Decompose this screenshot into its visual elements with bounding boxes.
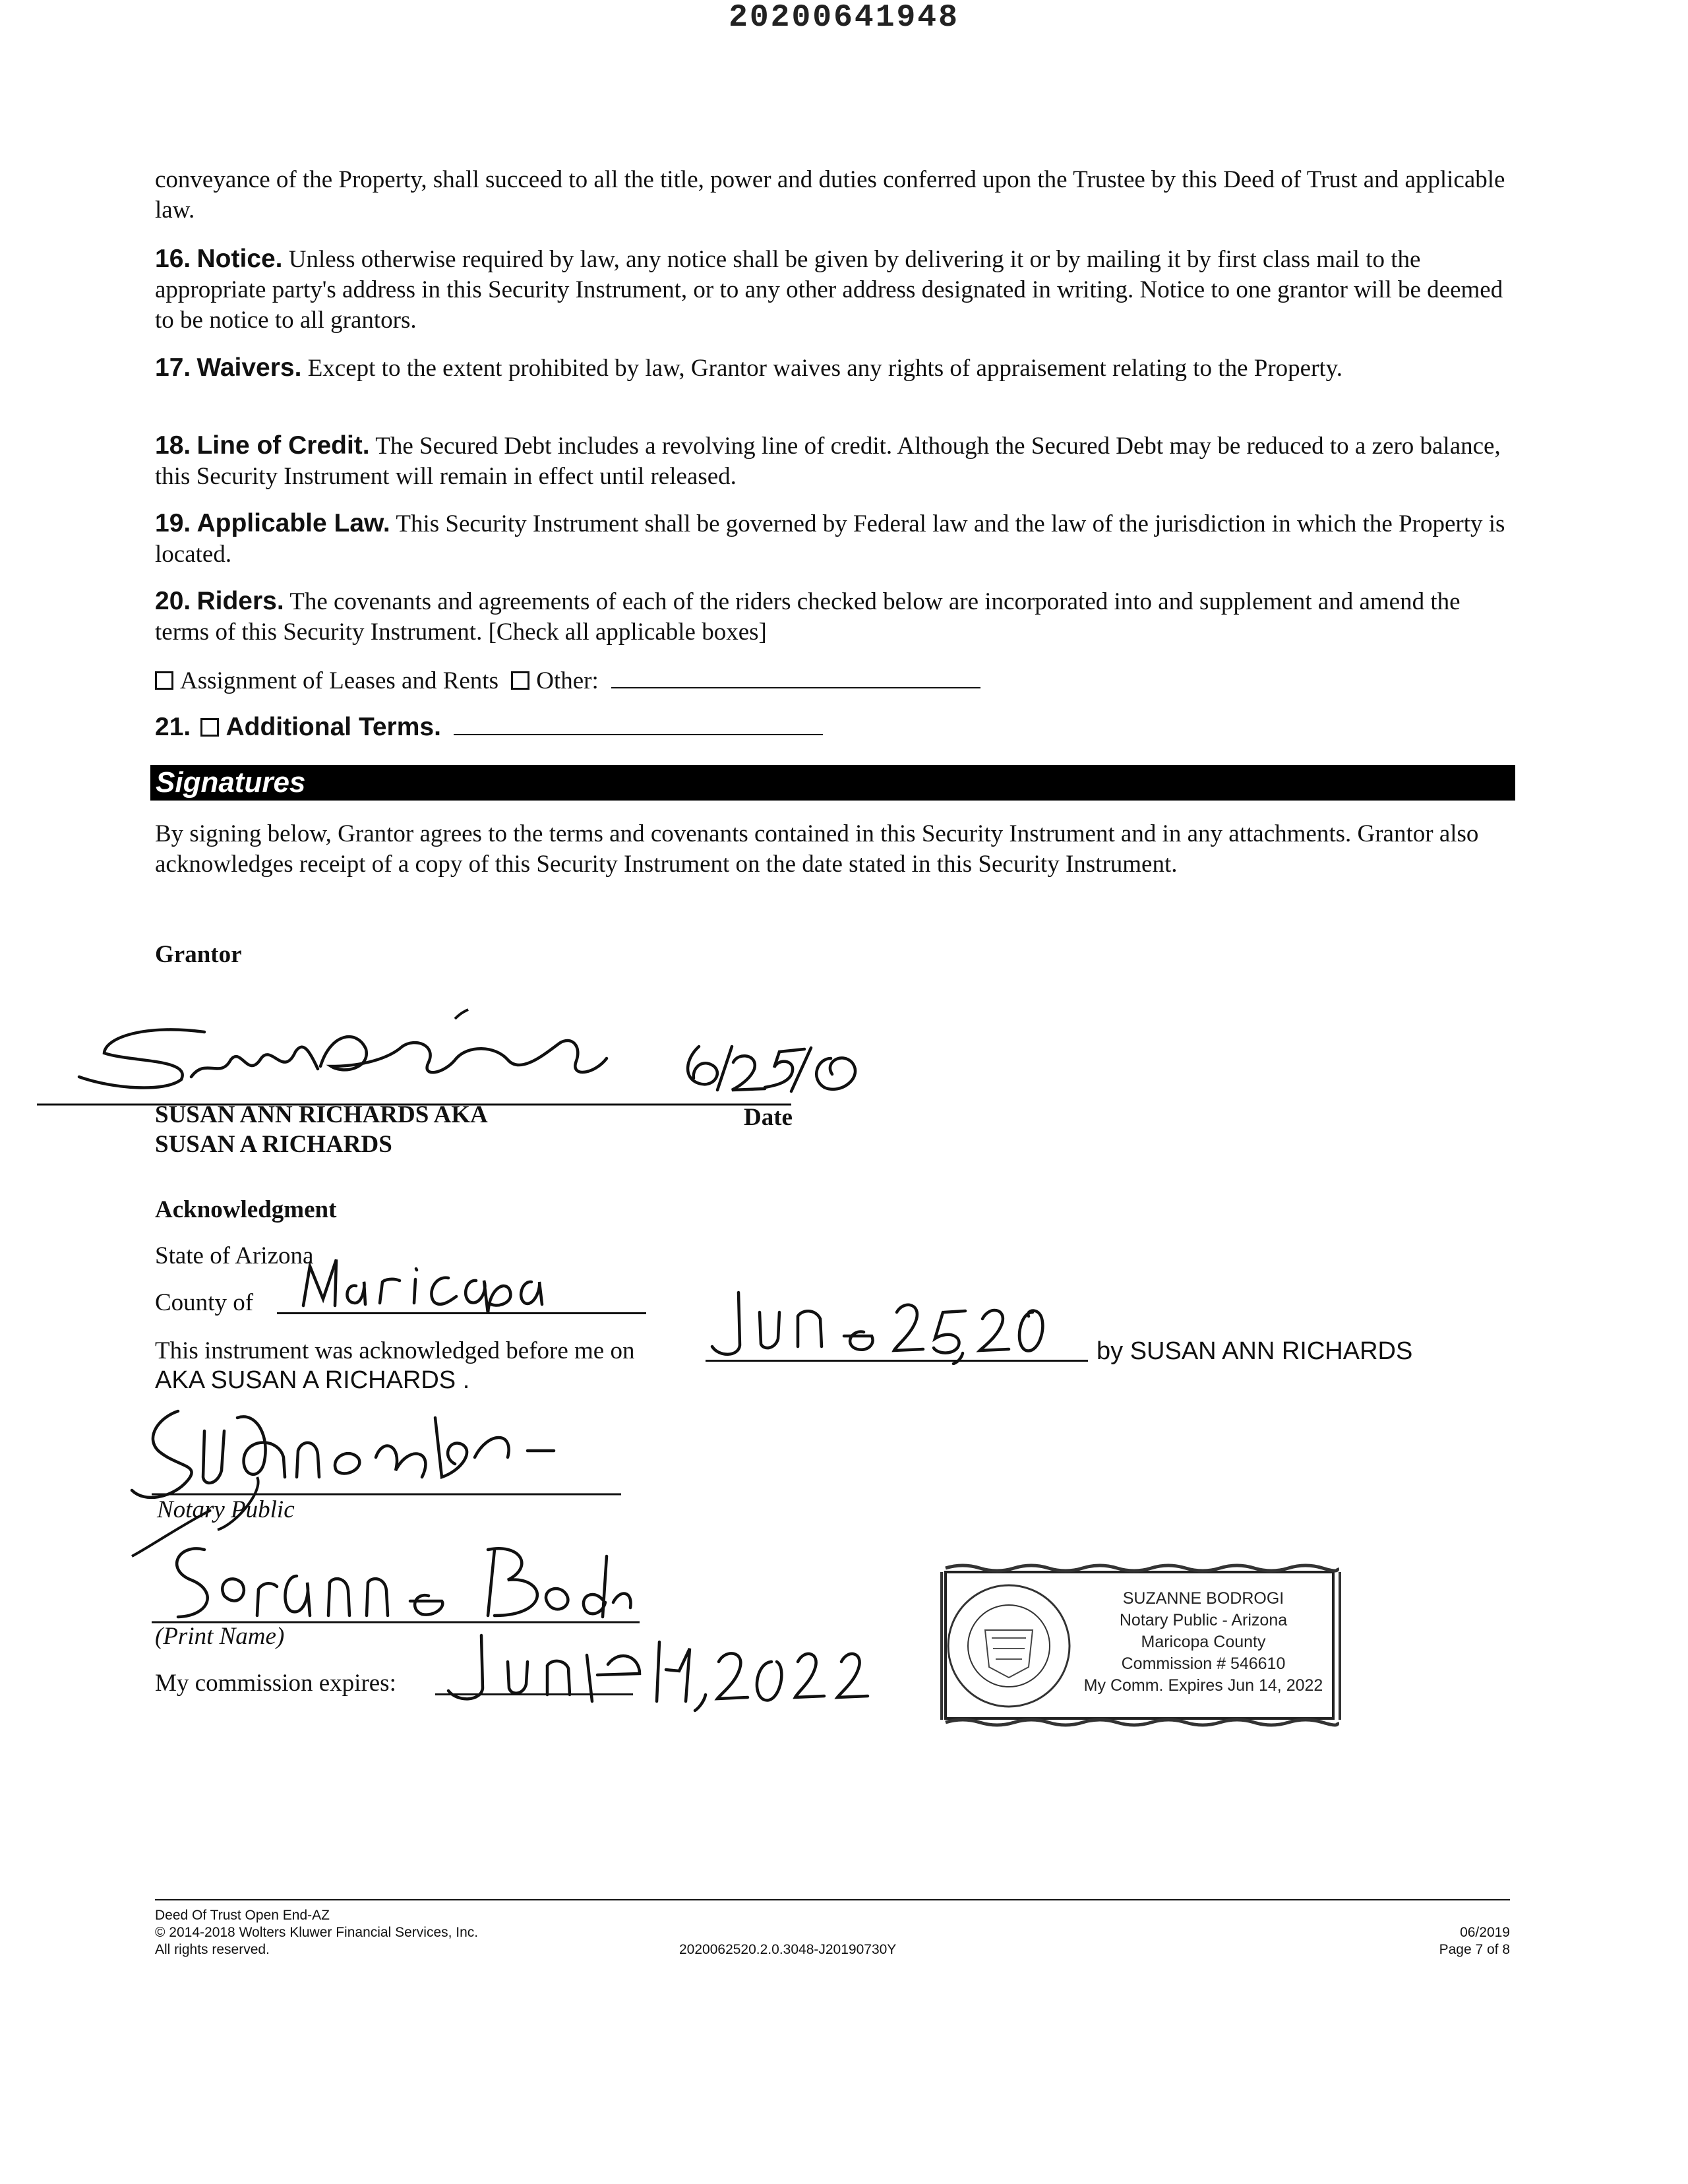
record-number: 20200641948	[729, 0, 959, 36]
state-label: State of Arizona	[155, 1242, 314, 1269]
stamp-line5: My Comm. Expires Jun 14, 2022	[1083, 1676, 1323, 1695]
signer-name-line2: SUSAN A RICHARDS	[155, 1131, 392, 1158]
footer-version: 06/2019	[1460, 1925, 1510, 1940]
signatures-heading-bar	[150, 765, 1515, 801]
section-17	[155, 353, 1513, 384]
stamp-line4: Commission # 546610	[1121, 1654, 1286, 1673]
ack-line2: AKA SUSAN A RICHARDS .	[155, 1366, 470, 1394]
print-name-handwriting-image	[152, 1530, 653, 1629]
section-20	[155, 586, 1513, 648]
section-number: 17.	[155, 353, 191, 382]
commission-label: My commission expires:	[155, 1670, 396, 1697]
other-blank-line[interactable]	[611, 667, 980, 688]
section-18	[155, 431, 1513, 492]
stamp-line2: Notary Public - Arizona	[1119, 1611, 1288, 1629]
section-number: 21.	[155, 713, 191, 741]
checkbox-assignment-of-leases[interactable]	[155, 671, 173, 690]
section-title: Line of Credit.	[196, 431, 370, 460]
section-number: 16.	[155, 245, 191, 273]
footer-left	[155, 1907, 478, 1958]
section-text: Unless otherwise required by law, any notice shall be given by delivering it or by mailing it by first class mail to the appropriate party's address in this Security Instrument, or to any other address designated in writing. Notice to one grantor will be deemed to be notice to all grantors.	[155, 246, 1503, 334]
section-19	[155, 508, 1513, 570]
stamp-line1: SUZANNE BODROGI	[1122, 1589, 1284, 1608]
intro-paragraph: conveyance of the Property, shall succeed to all the title, power and duties conferred upon the Trustee by this Deed of Trust and applicable law.	[155, 166, 1505, 224]
checkbox-other[interactable]	[511, 671, 529, 690]
signatures-paragraph: By signing below, Grantor agrees to the terms and covenants contained in this Security Instrument and in any attachments. Grantor also acknowledges receipt of a copy of this Security Instrument on the date stated in this Security Instrument.	[155, 820, 1479, 878]
section-text: This Security Instrument shall be governed by Federal law and the law of the jurisdiction in which the Property is located.	[155, 510, 1505, 568]
section-16	[155, 244, 1513, 336]
signatures-heading: Signatures	[156, 766, 306, 799]
footer-rights: All rights reserved.	[155, 1942, 270, 1957]
stamp-line3: Maricopa County	[1141, 1633, 1266, 1651]
footer-form-name: Deed Of Trust Open End-AZ	[155, 1908, 330, 1923]
section-title: Notice.	[196, 245, 283, 273]
section-number: 20.	[155, 587, 191, 615]
section-text: The covenants and agreements of each of the riders checked below are incorporated into and supplement and amend the terms of this Security Instrument. [Check all applicable boxes]	[155, 588, 1461, 646]
print-name-label: (Print Name)	[155, 1623, 285, 1650]
footer-page: Page 7 of 8	[1439, 1942, 1510, 1957]
section-title: Waivers.	[196, 353, 302, 382]
notary-public-label: Notary Public	[157, 1496, 295, 1523]
checkbox-additional-terms[interactable]	[200, 718, 219, 737]
rider-options	[155, 666, 1513, 696]
county-handwriting-image	[284, 1240, 560, 1316]
additional-terms-blank-line[interactable]	[454, 714, 823, 735]
grantor-label: Grantor	[155, 941, 242, 968]
footer-rule	[155, 1899, 1510, 1900]
rider-option-other: Other:	[536, 667, 599, 694]
section-text: The Secured Debt includes a revolving line of credit. Although the Secured Debt may be reduced to a zero balance, this Security Instrument will remain in effect until released.	[155, 433, 1501, 490]
footer-right	[1385, 1924, 1510, 1958]
county-label: County of	[155, 1289, 254, 1316]
footer-doc-code: 2020062520.2.0.3048-J20190730Y	[679, 1942, 897, 1957]
ack-line-suffix: by SUSAN ANN RICHARDS	[1097, 1337, 1413, 1365]
section-title: Riders.	[196, 587, 284, 615]
date-label: Date	[744, 1104, 793, 1131]
section-number: 18.	[155, 431, 191, 460]
section-title: Applicable Law.	[196, 509, 390, 537]
rider-option-assignment: Assignment of Leases and Rents	[180, 667, 498, 694]
acknowledgment-heading: Acknowledgment	[155, 1196, 337, 1223]
ack-line-prefix: This instrument was acknowledged before me on	[155, 1337, 635, 1364]
section-number: 19.	[155, 509, 191, 537]
section-text: Except to the extent prohibited by law, Grantor waives any rights of appraisement relating to the Property.	[307, 355, 1343, 382]
ack-date-handwriting-image	[699, 1273, 1095, 1365]
signer-name-line1: SUSAN ANN RICHARDS AKA	[155, 1101, 488, 1128]
footer-copyright: © 2014-2018 Wolters Kluwer Financial Services, Inc.	[155, 1925, 479, 1940]
section-21	[155, 712, 1513, 743]
commission-date-handwriting-image	[442, 1622, 890, 1714]
section-title: Additional Terms.	[226, 713, 441, 741]
notary-stamp	[936, 1562, 1345, 1732]
